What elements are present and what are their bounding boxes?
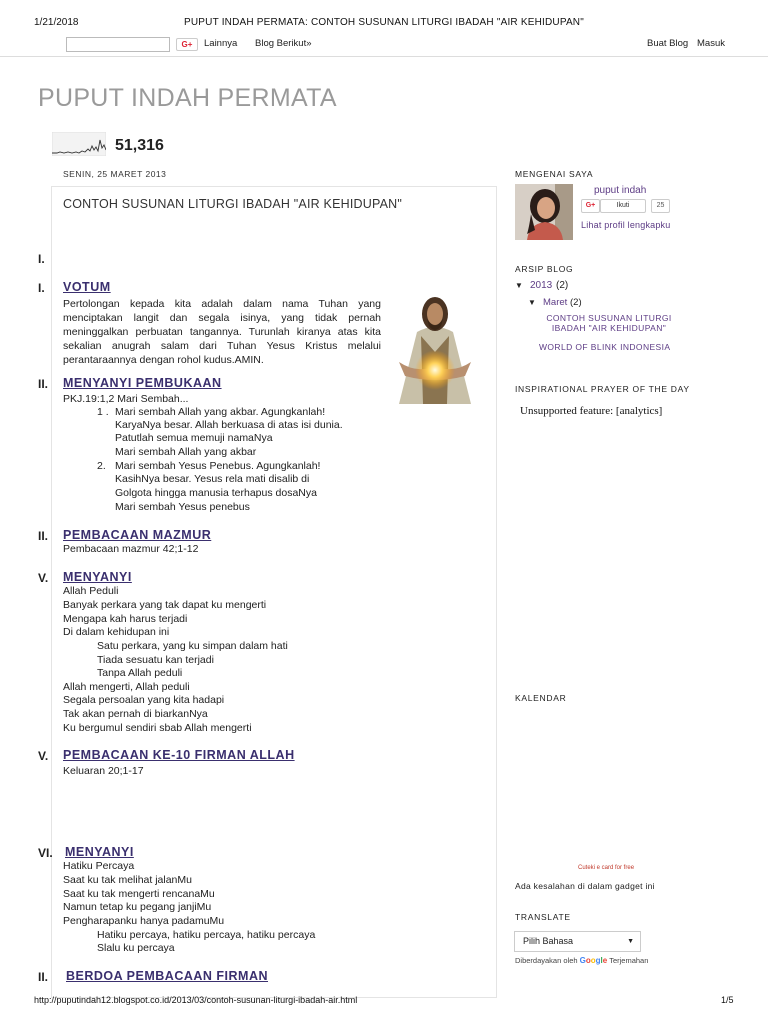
song-line: Slalu ku percaya xyxy=(97,942,175,954)
verse-line: Mari sembah Yesus Penebus. Agungkanlah! xyxy=(115,460,321,472)
archive-post-link[interactable]: CONTOH SUSUNAN LITURGI IBADAH "AIR KEHIDUPAN" xyxy=(546,313,672,333)
archive-month-toggle-icon[interactable]: ▼ xyxy=(528,298,536,307)
section-title-hymn: MENYANYI xyxy=(63,570,132,584)
gplus-share-button[interactable]: G+ xyxy=(176,38,198,51)
section-title-ten-commandments: PEMBACAAN KE-10 FIRMAN ALLAH xyxy=(63,748,295,762)
powered-by-google xyxy=(515,956,648,965)
song-line: Hatiku Percaya xyxy=(63,860,135,872)
archive-post-link[interactable]: WORLD OF BLINK INDONESIA xyxy=(539,342,671,352)
google-letter: e xyxy=(602,956,608,965)
print-page-number: 1/5 xyxy=(721,995,734,1005)
song-line: Saat ku tak mengerti rencanaMu xyxy=(63,888,215,900)
list-number: 2. xyxy=(97,460,106,472)
blogger-navbar xyxy=(52,36,728,56)
archive-year-toggle-icon[interactable]: ▼ xyxy=(515,281,523,290)
section-number: II. xyxy=(38,970,49,984)
song-line: Mengapa kah harus terjadi xyxy=(63,613,188,625)
section-title-hymn-2: MENYANYI xyxy=(65,845,134,859)
language-select[interactable] xyxy=(514,931,641,952)
follow-button[interactable]: Ikuti xyxy=(600,199,646,213)
cuteki-ecard-link[interactable]: Cuteki e card for free xyxy=(578,865,635,871)
google-letter: l xyxy=(600,956,603,965)
section-number: V. xyxy=(38,571,49,585)
song-line: Hatiku percaya, hatiku percaya, hatiku percaya xyxy=(97,929,316,941)
verse-line: Mari sembah Allah yang akbar xyxy=(115,446,257,458)
post-date: SENIN, 25 MARET 2013 xyxy=(63,169,167,179)
chevron-down-icon: ▼ xyxy=(627,938,634,945)
verse-line: Golgota hingga manusia terhapus dosaNya xyxy=(115,487,317,499)
view-profile-link[interactable]: Lihat profil lengkapku xyxy=(581,220,671,230)
section-number: II. xyxy=(38,377,49,391)
print-date: 1/21/2018 xyxy=(34,17,79,28)
profile-name[interactable]: puput indah xyxy=(594,185,647,196)
next-blog-link[interactable]: Blog Berikut» xyxy=(255,38,312,49)
section-number: I. xyxy=(38,281,45,295)
section-title-psalm-reading: PEMBACAAN MAZMUR xyxy=(63,528,212,542)
song-line: Tanpa Allah peduli xyxy=(97,667,183,679)
archive-month-count: (2) xyxy=(570,297,582,308)
pageviews-sparkline xyxy=(52,132,106,156)
hymn-reference: PKJ.19:1,2 Mari Sembah... xyxy=(63,393,189,405)
translate-link[interactable]: Terjemahan xyxy=(609,956,649,965)
navbar-divider xyxy=(0,56,768,57)
section-number: II. xyxy=(38,529,49,543)
language-select-value: Pilih Bahasa xyxy=(523,936,574,946)
google-letter: o xyxy=(590,956,596,965)
gadget-error-message: Ada kesalahan di dalam gadget ini xyxy=(515,881,655,891)
song-line: Tiada sesuatu kan terjadi xyxy=(97,654,214,666)
section-number: V. xyxy=(38,749,49,763)
archive-header: ARSIP BLOG xyxy=(515,264,574,274)
powered-by-label: Diberdayakan oleh xyxy=(515,956,578,965)
song-line: Tak akan pernah di biarkanNya xyxy=(63,708,208,720)
unsupported-feature-notice: Unsupported feature: [analytics] xyxy=(520,405,663,417)
prayer-header: INSPIRATIONAL PRAYER OF THE DAY xyxy=(515,384,690,394)
follower-count: 25 xyxy=(651,199,670,213)
song-line: Allah mengerti, Allah peduli xyxy=(63,681,190,693)
blog-title[interactable]: PUPUT INDAH PERMATA xyxy=(38,84,337,112)
print-document-title: PUPUT INDAH PERMATA: CONTOH SUSUNAN LITURGI IBADAH "AIR KEHIDUPAN" xyxy=(184,17,584,28)
song-line: Segala persoalan yang kita hadapi xyxy=(63,694,225,706)
song-line: Pengharapanku hanya padamuMu xyxy=(63,915,225,927)
more-link[interactable]: Lainnya xyxy=(204,38,238,49)
calendar-header: KALENDAR xyxy=(515,693,567,703)
archive-year-count: (2) xyxy=(556,280,569,291)
votum-text: Pertolongan kepada kita adalah dalam nama Tuhan yang menciptakan langit dan segala isinya, yang tidak pernah meninggalkan perbuatan tangannya. Turunlah kiranya atas kita sekalian anugrah salam dari Tuhan Yesus Kristus melalui perantaraannya dengan rohol kudus.AMIN. xyxy=(63,298,381,366)
pageviews-count: 51,316 xyxy=(115,137,164,154)
jesus-light-image xyxy=(387,292,483,404)
about-header: MENGENAI SAYA xyxy=(515,169,594,179)
post-title[interactable]: CONTOH SUSUNAN LITURGI IBADAH "AIR KEHIDUPAN" xyxy=(63,197,402,211)
verse-line: KasihNya besar. Yesus rela mati disalib di xyxy=(115,473,310,485)
print-url: http://puputindah12.blogspot.co.id/2013/03/contoh-susunan-liturgi-ibadah-air.html xyxy=(34,995,358,1005)
gplus-follow-icon[interactable]: G+ xyxy=(581,199,600,213)
verse-line: Mari sembah Allah yang akbar. Agungkanlah! xyxy=(115,406,326,418)
translate-header: TRANSLATE xyxy=(515,912,571,922)
google-letter: G xyxy=(579,956,586,965)
section-title-opening-hymn: MENYANYI PEMBUKAAN xyxy=(63,376,222,390)
song-line: Banyak perkara yang tak dapat ku mengerti xyxy=(63,599,267,611)
song-line: Di dalam kehidupan ini xyxy=(63,626,170,638)
archive-month-link[interactable]: Maret xyxy=(543,297,568,308)
song-line: Ku bergumul sendiri sbab Allah mengerti xyxy=(63,722,252,734)
psalm-reference: Pembacaan mazmur 42;1-12 xyxy=(63,543,199,555)
scripture-reference: Keluaran 20;1-17 xyxy=(63,765,144,777)
section-title-prayer: BERDOA PEMBACAAN FIRMAN xyxy=(66,969,269,983)
song-line: Saat ku tak melihat jalanMu xyxy=(63,874,192,886)
verse-line: Patutlah semua memuji namaNya xyxy=(115,432,273,444)
google-letter: o xyxy=(585,956,591,965)
create-blog-link[interactable]: Buat Blog xyxy=(647,38,689,49)
song-line: Satu perkara, yang ku simpan dalam hati xyxy=(97,640,288,652)
archive-year-link[interactable]: 2013 xyxy=(530,280,553,291)
verse-line: Mari sembah Yesus penebus xyxy=(115,501,250,513)
google-logo[interactable] xyxy=(580,956,608,965)
profile-avatar[interactable] xyxy=(515,184,573,240)
orphan-section-numeral: I. xyxy=(38,252,45,266)
section-number: VI. xyxy=(38,846,53,860)
song-line: Allah Peduli xyxy=(63,585,119,597)
section-title-votum: VOTUM xyxy=(63,280,111,294)
list-number: 1 . xyxy=(97,406,109,418)
song-line: Namun tetap ku pegang janjiMu xyxy=(63,901,212,913)
verse-line: KaryaNya besar. Allah berkuasa di atas isi dunia. xyxy=(115,419,343,431)
navbar-search-input[interactable] xyxy=(66,37,170,52)
google-letter: g xyxy=(595,956,601,965)
sign-in-link[interactable]: Masuk xyxy=(697,38,725,49)
